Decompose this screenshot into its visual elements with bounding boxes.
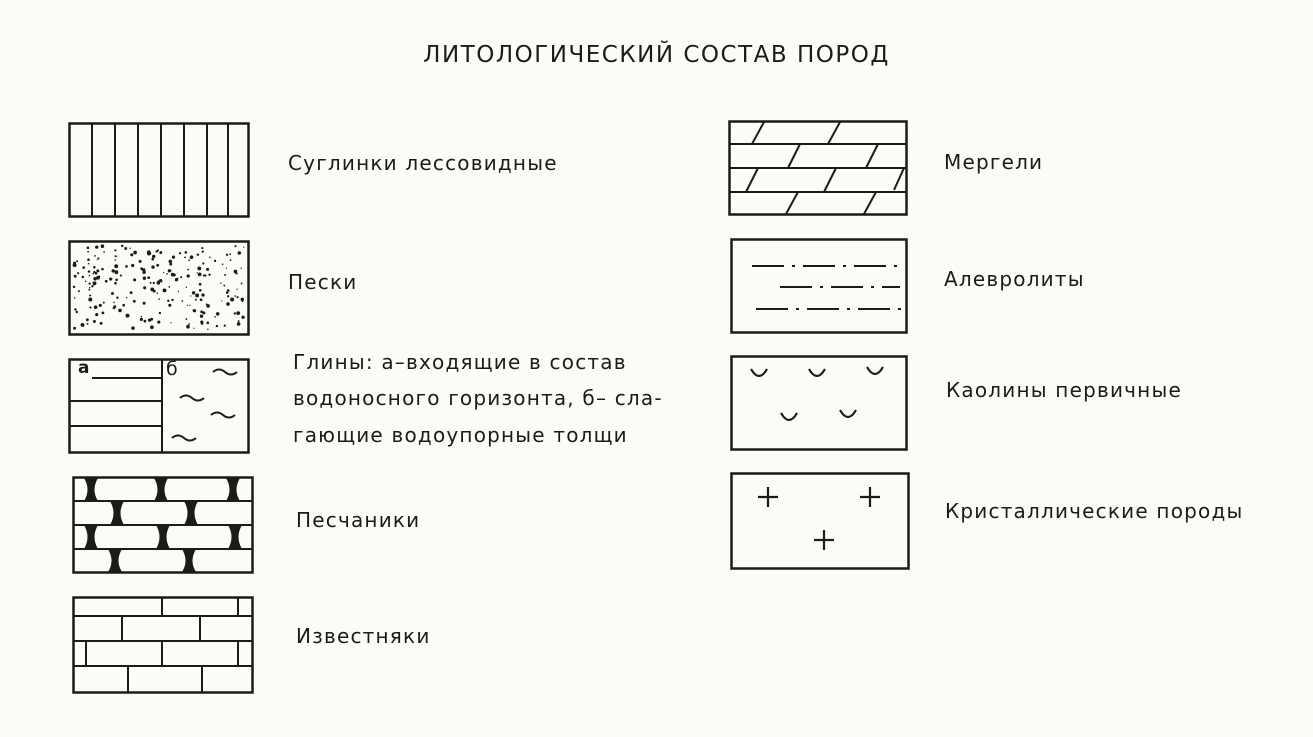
legend-title: ЛИТОЛОГИЧЕСКИЙ СОСТАВ ПОРОД bbox=[423, 42, 890, 68]
loam-pattern-swatch bbox=[68, 122, 250, 218]
sand-pattern-swatch bbox=[68, 240, 250, 336]
crystalline-pattern-swatch bbox=[730, 472, 910, 570]
legend-label-marl: Мергели bbox=[944, 150, 1044, 174]
legend-label-sandstone: Песчаники bbox=[296, 508, 421, 532]
legend-label-clay-line2: водоносного горизонта, б– сла- bbox=[293, 386, 663, 410]
limestone-pattern-swatch bbox=[72, 596, 254, 694]
sandstone-pattern-swatch bbox=[72, 476, 254, 574]
kaolin-pattern-swatch bbox=[730, 355, 908, 451]
clay-marker-a: a bbox=[78, 358, 90, 378]
clay-marker-b: б bbox=[166, 358, 178, 380]
legend-label-loam: Суглинки лессовидные bbox=[288, 151, 558, 175]
legend-label-crystalline: Кристаллические породы bbox=[945, 499, 1244, 523]
legend-label-clay-line1: Глины: а–входящие в состав bbox=[293, 350, 627, 374]
legend-label-sand: Пески bbox=[288, 270, 358, 294]
legend-label-siltstone: Алевролиты bbox=[944, 267, 1085, 291]
legend-label-clay-line3: гающие водоупорные толщи bbox=[293, 423, 628, 447]
legend-label-kaolin: Каолины первичные bbox=[946, 378, 1182, 402]
siltstone-pattern-swatch bbox=[730, 238, 908, 334]
legend-label-limestone: Известняки bbox=[296, 624, 431, 648]
clay-pattern-swatch bbox=[68, 358, 250, 454]
marl-pattern-swatch bbox=[728, 120, 908, 216]
